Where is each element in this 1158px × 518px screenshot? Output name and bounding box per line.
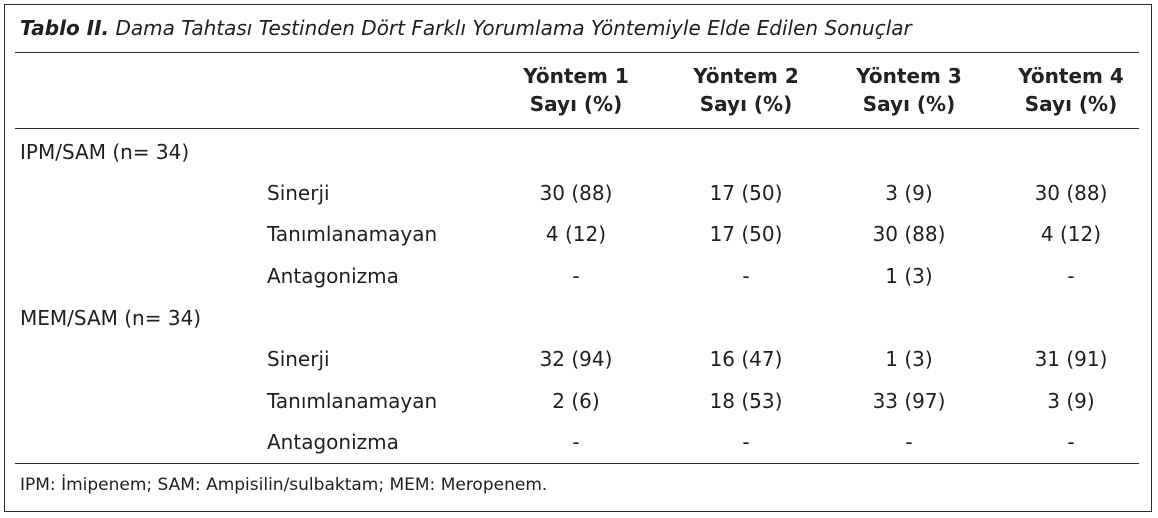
table-cell: - — [742, 264, 750, 288]
table-title-text: Dama Tahtası Testinden Dört Farklı Yorumlama Yöntemiyle Elde Edilen Sonuçlar — [109, 16, 912, 40]
table-cell: 30 (88) — [872, 222, 946, 246]
table-cell: 33 (97) — [872, 389, 946, 413]
table-footnote: IPM: İmipenem; SAM: Ampisilin/sulbaktam; MEM: Meropenem. — [20, 475, 548, 495]
group-label-ipm-sam: IPM/SAM (n= 34) — [20, 140, 190, 164]
column-header-3-line2: Sayı (%) — [862, 92, 956, 116]
table-title — [20, 16, 912, 40]
row-label: Sinerji — [267, 347, 330, 371]
column-header-4 — [996, 62, 1146, 118]
table-cell: 3 (9) — [1047, 389, 1095, 413]
table-cell: 18 (53) — [709, 389, 783, 413]
column-header-2-line2: Sayı (%) — [699, 92, 793, 116]
row-label: Tanımlanamayan — [267, 222, 438, 246]
group-label-mem-sam: MEM/SAM (n= 34) — [20, 306, 202, 330]
table-cell: - — [905, 430, 913, 454]
column-header-1-line2: Sayı (%) — [529, 92, 623, 116]
column-header-4-line1: Yöntem 4 — [1018, 64, 1124, 88]
table-cell: 30 (88) — [1034, 181, 1108, 205]
column-header-1 — [501, 62, 651, 118]
row-label: Tanımlanamayan — [267, 389, 438, 413]
column-header-2-line1: Yöntem 2 — [693, 64, 799, 88]
table-title-label: Tablo II. — [20, 16, 110, 40]
table-cell: 3 (9) — [885, 181, 933, 205]
table-cell: - — [572, 264, 580, 288]
column-header-3 — [834, 62, 984, 118]
row-label: Antagonizma — [267, 430, 399, 454]
column-header-4-line2: Sayı (%) — [1024, 92, 1118, 116]
table-cell: 30 (88) — [539, 181, 613, 205]
table-cell: 4 (12) — [545, 222, 607, 246]
table-cell: 1 (3) — [885, 264, 933, 288]
table-cell: - — [742, 430, 750, 454]
column-header-3-line1: Yöntem 3 — [856, 64, 962, 88]
top-rule — [15, 52, 1139, 53]
row-label: Sinerji — [267, 181, 330, 205]
table-cell: 2 (6) — [552, 389, 600, 413]
table-cell: 31 (91) — [1034, 347, 1108, 371]
table-cell: - — [572, 430, 580, 454]
table-cell: - — [1067, 430, 1075, 454]
table-cell: 17 (50) — [709, 181, 783, 205]
table-cell: 17 (50) — [709, 222, 783, 246]
table-cell: 32 (94) — [539, 347, 613, 371]
column-header-1-line1: Yöntem 1 — [523, 64, 629, 88]
header-rule — [15, 128, 1139, 129]
row-label: Antagonizma — [267, 264, 399, 288]
table-cell: 1 (3) — [885, 347, 933, 371]
column-header-2 — [671, 62, 821, 118]
bottom-rule — [15, 463, 1139, 464]
table-cell: 16 (47) — [709, 347, 783, 371]
table-cell: - — [1067, 264, 1075, 288]
table-cell: 4 (12) — [1040, 222, 1102, 246]
